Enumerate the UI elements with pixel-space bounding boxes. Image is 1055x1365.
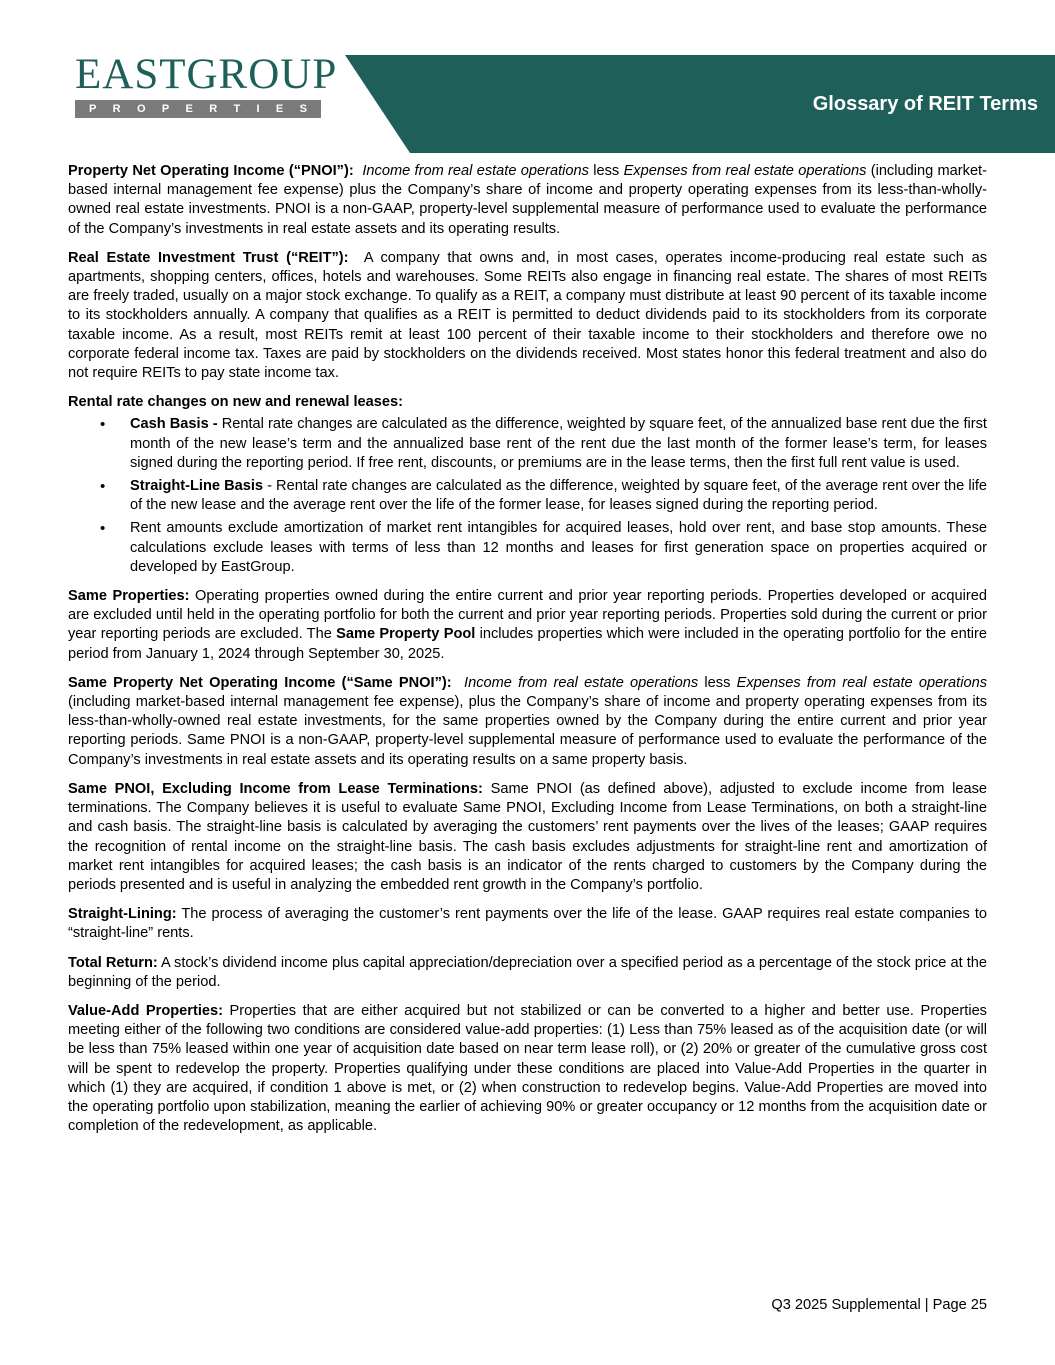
page-header [0,0,1055,160]
term-reit: Real Estate Investment Trust (“REIT”): [68,249,349,266]
glossary-entry-reit [68,249,987,383]
page-title: Glossary of REIT Terms [812,93,1038,115]
term-value-add: Value-Add Properties: [68,1002,223,1019]
glossary-entry-pnoi [68,162,987,239]
same-properties-definition-end: includes properties which were included in the operating portfolio for the entire period from January 1, 2024 through September 30, 2025. [68,626,987,662]
logo-letter: E [185,103,193,115]
list-item-straight-line-basis [130,477,987,515]
glossary-entry-value-add [68,1002,987,1136]
term-rental-rate: Rental rate changes on new and renewal leases: [68,394,403,411]
glossary-entry-rental-rate [68,393,987,412]
pnoi-definition: (including market-based internal management fee expense) plus the Company’s share of income and property operating expenses from its less-than-wholly-owned real estate investments. PNOI is a non-GAAP, property-level supplemental measure of performance used to evaluate the performance of the Company’s investments in real estate assets and its operating results. [68,163,987,237]
cash-basis-definition: Rental rate changes are calculated as the difference, weighted by square feet, of the annualized base rent due the first month of the new lease’s term and the annualized base rent of the rent due the last month of the former lease’s term, for leases signed during the reporting period. If free rent, discounts, or premiums are in the lease terms, then the first full rent value is used. [130,416,987,471]
logo-letter: R [112,103,121,115]
page-number: Page 25 [932,1297,987,1313]
reit-definition: A company that owns and, in most cases, operates income-producing real estate such as apartments, shopping centers, offices, hotels and warehouses. Some REITs also engage in financing real estate. The shares of most REITs are freely traded, usually on a major stock exchange. To qualify as a REIT, a company must distribute at least 90 percent of its taxable income to its stockholders annually. A company that qualifies as a REIT is permitted to deduct dividends paid to its stockholders from its corporate taxable income. As a result, most REITs remit at least 100 percent of their taxable income to their stockholders and therefore owe no corporate federal income tax. Taxes are paid by stockholders on the dividends received. Most states honor this federal treatment and also do not require REITs to pay state income tax. [68,249,987,382]
logo-letter: R [209,103,218,115]
glossary-entry-same-pnoi-excluding [68,780,987,895]
total-return-definition: A stock’s dividend income plus capital appreciation/depreciation over a specified period as a percentage of the stock price at the beginning of the period. [68,954,987,990]
term-total-return: Total Return: [68,954,158,971]
glossary-entry-total-return [68,954,987,992]
term-straight-lining: Straight-Lining: [68,906,177,923]
footer-label: Q3 2025 Supplemental [771,1297,921,1313]
logo-wordmark: EASTGROUP [75,51,338,98]
rental-rate-list [68,415,987,577]
term-pnoi: Property Net Operating Income (“PNOI”): [68,163,354,179]
pnoi-income-italic: Income from real estate operations [362,163,589,179]
same-properties-definition: Operating properties owned during the entire current and prior year reporting periods. Properties developed or acquired are excluded until held in the operating portfolio for both the current and prior year reporting periods. Properties sold during the current or prior year reporting periods are excluded. The [68,588,987,643]
logo-letter: P [89,103,97,115]
pnoi-less: less [588,163,624,179]
list-item-cash-basis [130,415,987,473]
straight-lining-definition: The process of averaging the customer’s rent payments over the life of the lease. GAAP requires real estate companies to “straight-line” rents. [68,906,987,942]
logo-letter: O [136,103,146,115]
rent-amounts-text: Rent amounts exclude amortization of market rent intangibles for acquired leases, hold over rent, and base stop amounts. These calculations exclude leases with terms of less than 12 months and leases for first generation space on properties acquired or developed by EastGroup. [130,520,987,575]
same-pnoi-expenses-italic: Expenses from real estate operations [736,674,987,691]
logo-letter: E [275,103,284,115]
term-same-properties: Same Properties: [68,588,190,605]
glossary-entry-same-pnoi [68,674,987,770]
term-same-pnoi: Same Property Net Operating Income (“Same PNOI”): [68,674,452,691]
glossary-content [68,162,987,1146]
footer-separator: | [924,1297,929,1313]
logo-letter: I [256,103,260,115]
list-item-rent-amounts [130,519,987,577]
term-same-pnoi-excluding: Same PNOI, Excluding Income from Lease Terminations: [68,780,483,797]
straight-line-basis-definition: - Rental rate changes are calculated as the difference, weighted by square feet, of the average rent over the life of the new lease and the average rent over the life of the former lease, for leases signed during the reporting period. [130,478,988,514]
value-add-definition: Properties that are either acquired but not stabilized or can be converted to a higher and better use. Properties meeting either of the following two conditions are considered value-add properties: (1) Less than 75% leased as of the acquisition date (or will be less than 75% leased within one year of acquisition date based on near term lease roll), or (2) 20% or greater of the cumulative gross cost will be spent to redevelop the property. Properties qualifying under these conditions are placed into Value-Add Properties in the quarter in which (1) they are acquired, if condition 1 above is met, or (2) when construction to redevelop begins. Value-Add Properties are moved into the operating portfolio upon stabilization, meaning the earlier of achieving 90% or greater occupancy or 12 months from the acquisition date or completion of the redevelopment, as applicable. [68,1002,987,1135]
logo-subtitle-bar [75,100,321,118]
glossary-entry-same-properties [68,587,987,664]
pnoi-expenses-italic: Expenses from real estate operations [623,163,867,179]
same-pnoi-definition: (including market-based internal management fee expense), plus the Company’s share of income and property operating expenses from its less-than-wholly-owned real estate investments, for the same properties owned by the Company during the entire current and prior year reporting periods. Same PNOI is a non-GAAP, property-level supplemental measure of performance used to evaluate the performance of the Company’s investments in real estate assets and its operating results on a same property basis. [68,694,987,768]
same-pnoi-excluding-definition: Same PNOI (as defined above), adjusted to exclude income from lease terminations. The Company believes it is useful to evaluate Same PNOI, Excluding Income from Lease Terminations, on both a straight-line and cash basis. The straight-line basis is calculated by averaging the customers’ rent payments over the lives of the leases; GAAP requires the recognition of rental income on the straight-line basis. The cash basis excludes adjustments for straight-line rent and amortization of market rent intangibles for acquired leases; the cash basis is an indicator of the rents charged to customers by the Company during the periods presented and is useful in analyzing the embedded rent growth in the Company’s portfolio. [68,780,987,893]
same-pnoi-income-italic: Income from real estate operations [464,674,699,691]
page-footer [771,1297,987,1313]
glossary-entry-straight-lining [68,905,987,943]
term-same-property-pool: Same Property Pool [336,626,476,643]
logo-letter: S [299,103,307,115]
same-pnoi-less: less [698,674,737,691]
term-straight-line-basis: Straight-Line Basis [130,478,264,495]
term-cash-basis: Cash Basis - [130,416,218,433]
logo-letter: P [161,103,170,115]
logo-letter: T [233,103,241,115]
